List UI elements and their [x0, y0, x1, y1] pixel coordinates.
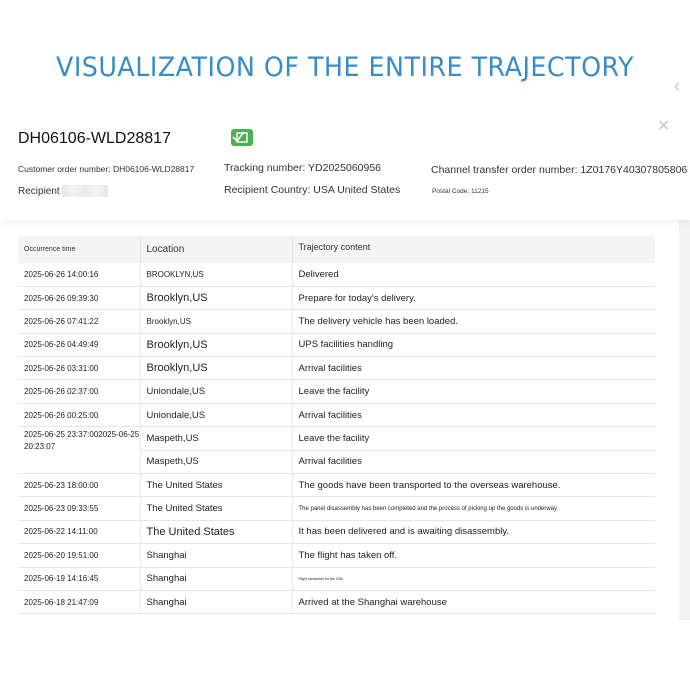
table-row — [18, 590, 655, 613]
table-row — [18, 567, 655, 590]
row-content: Flight scheduled for the 20th — [292, 567, 655, 590]
row-content: It has been delivered and is awaiting disassembly. — [292, 520, 655, 543]
row-location: Brooklyn,US — [140, 357, 292, 380]
row-content: The flight has taken off. — [292, 544, 655, 567]
row-time: 2025-06-25 23:37:002025-06-25 20:23:07 — [18, 427, 140, 474]
row-content: Arrival facilities — [292, 357, 655, 380]
column-header-time: Occurrence time — [18, 236, 140, 263]
row-content: Arrived at the Shanghai warehouse — [292, 590, 655, 613]
postal-code: Postal Code: 11215 — [432, 188, 489, 195]
row-location: BROOKLYN,US — [140, 263, 292, 286]
table-row — [18, 474, 655, 497]
row-content: The goods have been transported to the overseas warehouse. — [292, 474, 655, 497]
row-location: Maspeth,US — [140, 450, 292, 473]
row-time: 2025-06-26 00:25:00 — [18, 403, 140, 426]
customer-order-number: Customer order number: DH06106-WLD28817 — [18, 164, 195, 174]
row-time: 2025-06-23 09:33:55 — [18, 497, 140, 520]
page-banner-title: VISUALIZATION OF THE ENTIRE TRAJECTORY — [56, 52, 634, 83]
row-time: 2025-06-26 07:41:22 — [18, 310, 140, 333]
table-row — [18, 333, 655, 356]
row-location: Shanghai — [140, 544, 292, 567]
column-header-content: Trajectory content — [292, 236, 655, 263]
row-time: 2025-06-26 09:39:30 — [18, 286, 140, 309]
row-content: Leave the facility — [292, 427, 655, 450]
table-row — [18, 520, 655, 543]
row-content: Delivered — [292, 263, 655, 286]
row-location: Shanghai — [140, 567, 292, 590]
row-location: Maspeth,US — [140, 427, 292, 450]
row-time: 2025-06-26 03:31:00 — [18, 357, 140, 380]
order-info-card — [0, 116, 690, 220]
row-content: Arrival facilities — [292, 403, 655, 426]
row-time: 2025-06-20 19:51:00 — [18, 544, 140, 567]
row-location: The United States — [140, 520, 292, 543]
table-row — [18, 286, 655, 309]
table-row — [18, 544, 655, 567]
recipient-country: Recipient Country: USA United States — [224, 184, 401, 196]
row-content: The panel disassembly has been completed and the process of picking up the goods is underway. — [292, 497, 655, 520]
recipient-label: Recipient — [18, 186, 60, 197]
recipient-name-redacted — [62, 185, 108, 197]
tracking-number: Tracking number: YD2025060956 — [224, 162, 382, 174]
row-time: 2025-06-26 02:37:00 — [18, 380, 140, 403]
check-badge-icon — [231, 129, 253, 146]
column-header-location: Location — [140, 236, 292, 263]
trajectory-table — [18, 236, 655, 620]
row-time: 2025-06-19 14:16:45 — [18, 567, 140, 590]
row-location: The United States — [140, 474, 292, 497]
row-time: 2025-06-26 14:00:16 — [18, 263, 140, 286]
order-id-title: DH06106-WLD28817 — [18, 130, 171, 147]
row-content: Prepare for today's delivery. — [292, 286, 655, 309]
row-location: Uniondale,US — [140, 403, 292, 426]
table-row — [18, 403, 655, 426]
table-row — [18, 263, 655, 286]
row-location: The United States — [140, 497, 292, 520]
table-row — [18, 497, 655, 520]
row-location: Brooklyn,US — [140, 310, 292, 333]
row-content: UPS facilities handling — [292, 333, 655, 356]
row-content: Arrival facilities — [292, 450, 655, 473]
row-content: Leave the facility — [292, 380, 655, 403]
row-location: Uniondale,US — [140, 380, 292, 403]
close-icon[interactable]: ✕ — [657, 118, 671, 135]
row-time: 2025-06-23 18:00:00 — [18, 474, 140, 497]
table-row — [18, 427, 655, 450]
row-content: The delivery vehicle has been loaded. — [292, 310, 655, 333]
row-location: Brooklyn,US — [140, 333, 292, 356]
channel-transfer-number: Channel transfer order number: 1Z0176Y40307805806 — [431, 164, 688, 176]
row-time: 2025-06-22 14:11:00 — [18, 520, 140, 543]
row-time: 2025-06-26 04:49:49 — [18, 333, 140, 356]
row-location: Brooklyn,US — [140, 286, 292, 309]
table-header-row — [18, 236, 655, 263]
row-location: Shanghai — [140, 590, 292, 613]
table-row — [18, 310, 655, 333]
chevron-left-icon[interactable]: ‹ — [674, 76, 680, 96]
table-row — [18, 357, 655, 380]
table-row — [18, 380, 655, 403]
row-time: 2025-06-18 21:47:09 — [18, 590, 140, 613]
